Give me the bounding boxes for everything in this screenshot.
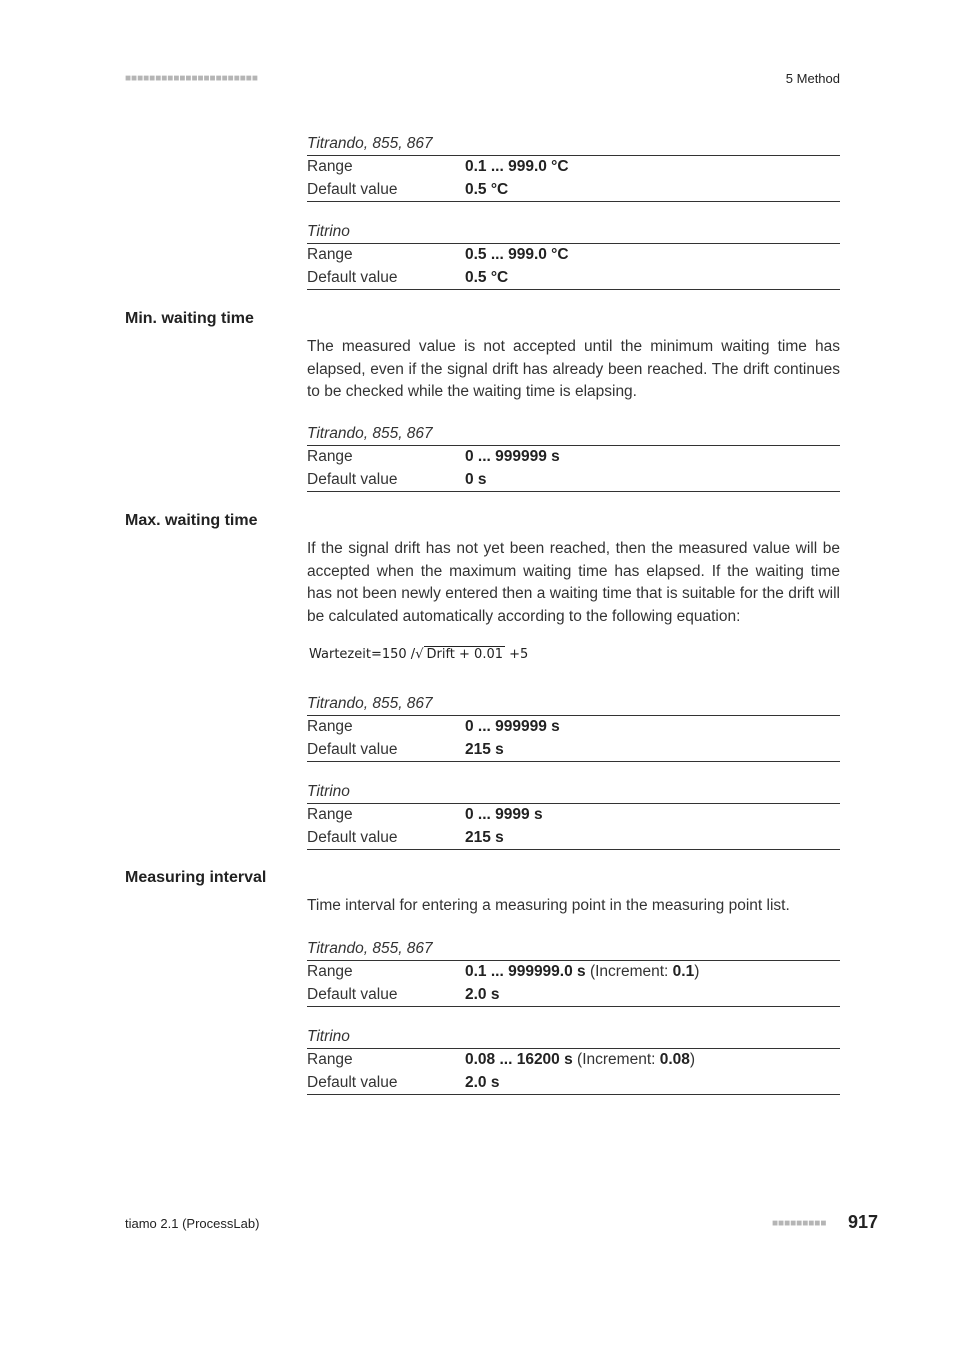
increment-value: 0.08	[659, 1051, 690, 1068]
section-description: Time interval for entering a measuring point in the measuring point list.	[307, 897, 790, 914]
row-label: Default value	[307, 985, 398, 1003]
increment-suffix: )	[694, 963, 700, 980]
table-caption: Titrando, 855, 867	[307, 937, 840, 961]
row-label: Default value	[307, 268, 398, 286]
table-row	[307, 827, 840, 851]
spec-table	[307, 422, 840, 492]
row-label: Default value	[307, 470, 398, 488]
table-caption: Titrando, 855, 867	[307, 132, 840, 156]
spec-table	[307, 937, 840, 1007]
table-row	[307, 156, 840, 179]
section-description: If the signal drift has not yet been reached, then the measured value will be accepted when the maximum waiting time has elapsed. If the waiting time has not been newly entered then a waiting time that is suitable for the drift will be calculated automatically according to the following equation:	[307, 540, 840, 625]
row-label: Range	[307, 718, 353, 735]
table-row	[307, 446, 840, 469]
table-row	[307, 1072, 840, 1096]
table-row	[307, 716, 840, 739]
row-value: 0.08 ... 16200 s	[465, 1051, 573, 1068]
table-caption: Titrino	[307, 1025, 840, 1049]
row-value: 2.0 s	[465, 1073, 500, 1091]
row-value: 0 ... 999999 s	[465, 718, 560, 735]
row-label: Default value	[307, 1073, 398, 1091]
row-value: 0 s	[465, 470, 487, 488]
spec-table	[307, 780, 840, 850]
spec-table	[307, 132, 840, 202]
row-value: 0.5 °C	[465, 268, 509, 286]
row-value: 0.5 ... 999.0 °C	[465, 246, 569, 263]
header-decoration: ■■■■■■■■■■■■■■■■■■■■■■	[125, 73, 258, 84]
row-value: 2.0 s	[465, 985, 500, 1003]
section-heading: Min. waiting time	[125, 310, 254, 327]
table-row	[307, 244, 840, 267]
spec-table	[307, 220, 840, 290]
section-heading: Measuring interval	[125, 869, 267, 886]
spec-table	[307, 1025, 840, 1095]
row-label: Range	[307, 246, 353, 263]
waiting-time-equation	[309, 646, 528, 662]
footer-decoration: ■■■■■■■■■	[772, 1218, 827, 1229]
table-row	[307, 469, 840, 493]
increment-value: 0.1	[672, 963, 695, 980]
table-caption: Titrando, 855, 867	[307, 422, 840, 446]
row-value: 0.1 ... 999999.0 s	[465, 963, 586, 980]
row-value: 215 s	[465, 828, 504, 846]
row-label: Range	[307, 158, 353, 175]
row-label: Default value	[307, 180, 398, 198]
row-label: Range	[307, 1051, 353, 1068]
row-label: Range	[307, 806, 353, 823]
table-row	[307, 267, 840, 291]
equation-radicand: Drift + 0.01	[426, 647, 503, 662]
row-value: 215 s	[465, 740, 504, 758]
increment-prefix: (Increment:	[585, 963, 673, 980]
row-label: Default value	[307, 740, 398, 758]
table-row	[307, 179, 840, 203]
page-number: 917	[847, 1212, 878, 1232]
sqrt-icon: √	[415, 647, 424, 662]
row-value: 0.1 ... 999.0 °C	[465, 158, 569, 175]
section-heading: Max. waiting time	[125, 512, 258, 529]
equation-rhs: +5	[505, 647, 529, 662]
header-section-title: 5 Method	[785, 71, 840, 86]
row-label: Default value	[307, 828, 398, 846]
equation-lhs: Wartezeit=150 /	[309, 647, 416, 662]
table-caption: Titrino	[307, 780, 840, 804]
table-row	[307, 1049, 840, 1072]
row-value: 0 ... 999999 s	[465, 448, 560, 465]
spec-table	[307, 692, 840, 762]
table-caption: Titrino	[307, 220, 840, 244]
table-row	[307, 804, 840, 827]
section-description: The measured value is not accepted until the minimum waiting time has elapsed, even if the signal drift has already been reached. The drift continues to be checked while the waiting time is elapsing.	[307, 338, 840, 400]
increment-prefix: (Increment:	[572, 1051, 660, 1068]
footer-product: tiamo 2.1 (ProcessLab)	[125, 1216, 260, 1231]
table-row	[307, 961, 840, 984]
row-value: 0 ... 9999 s	[465, 806, 543, 823]
table-caption: Titrando, 855, 867	[307, 692, 840, 716]
table-row	[307, 739, 840, 763]
row-label: Range	[307, 963, 353, 980]
table-row	[307, 984, 840, 1008]
row-label: Range	[307, 448, 353, 465]
row-value: 0.5 °C	[465, 180, 509, 198]
increment-suffix: )	[689, 1051, 696, 1068]
